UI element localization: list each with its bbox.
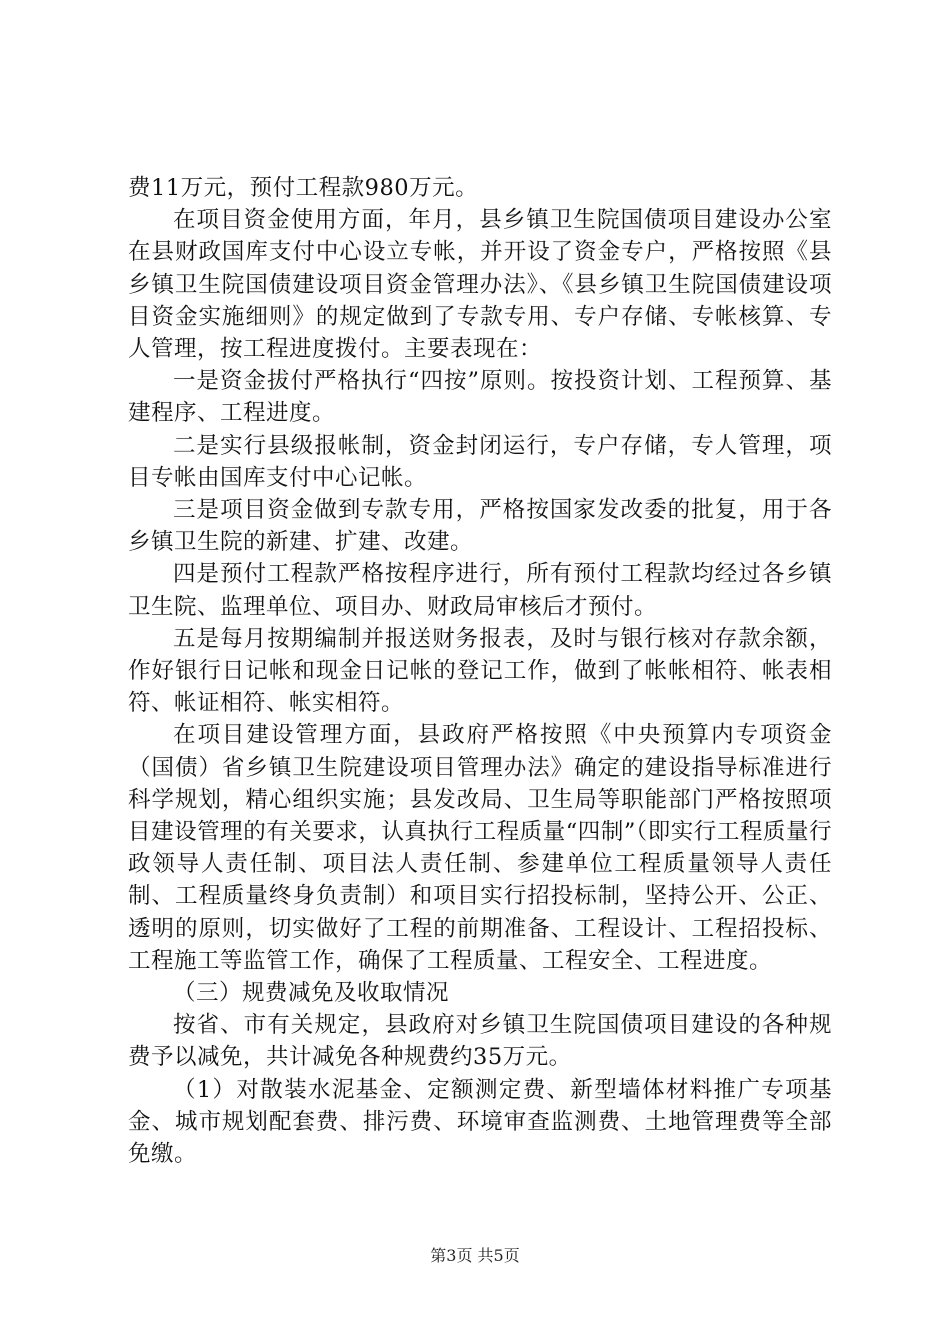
page-number-footer: 第3页 共5页 — [430, 1246, 520, 1265]
paragraph-4: 二是实行县级报帐制，资金封闭运行，专户存储，专人管理，项目专帐由国库支付中心记帐。 — [128, 432, 832, 491]
paragraph-10: 按省、市有关规定，县政府对乡镇卫生院国债项目建设的各种规费予以减免，共计减免各种规费约35万元。 — [128, 1012, 832, 1071]
paragraph-8: 在项目建设管理方面，县政府严格按照《中央预算内专项资金（国债）省乡镇卫生院建设项目管理办法》确定的建设指导标准进行科学规划，精心组织实施；县发改局、卫生局等职能部门严格按照项目建设管理的有关要求，认真执行工程质量“四制”（即实行工程质量行政领导人责任制、项目法人责任制、参建单位工程质量领导人责任制、工程质量终身负责制）和项目实行招投标制，坚持公开、公正、透明的原则，切实做好了工程的前期准备、工程设计、工程招投标、工程施工等监管工作，确保了工程质量、工程安全、工程进度。 — [128, 722, 832, 974]
paragraph-6: 四是预付工程款严格按程序进行，所有预付工程款均经过各乡镇卫生院、监理单位、项目办、财政局审核后才预付。 — [128, 561, 832, 620]
paragraph-1: 费11万元，预付工程款980万元。 — [128, 175, 479, 201]
paragraph-5: 三是项目资金做到专款专用，严格按国家发改委的批复，用于各乡镇卫生院的新建、扩建、改建。 — [128, 497, 832, 556]
paragraph-7: 五是每月按期编制并报送财务报表，及时与银行核对存款余额，作好银行日记帐和现金日记帐的登记工作，做到了帐帐相符、帐表相符、帐证相符、帐实相符。 — [128, 625, 832, 717]
paragraph-2: 在项目资金使用方面，年月，县乡镇卫生院国债项目建设办公室在县财政国库支付中心设立专帐，并开设了资金专户，严格按照《县乡镇卫生院国债建设项目资金管理办法》、《县乡镇卫生院国债建设项目资金实施细则》的规定做到了专款专用、专户存储、专帐核算、专人管理，按工程进度拨付。主要表现在： — [128, 207, 832, 363]
paragraph-11: （1）对散装水泥基金、定额测定费、新型墙体材料推广专项基金、城市规划配套费、排污费、环境审查监测费、土地管理费等全部免缴。 — [128, 1076, 832, 1168]
section-heading: （三）规费减免及收取情况 — [173, 980, 450, 1007]
paragraph-3: 一是资金拔付严格执行“四按”原则。按投资计划、工程预算、基建程序、工程进度。 — [128, 368, 832, 427]
document-body — [128, 172, 832, 1170]
